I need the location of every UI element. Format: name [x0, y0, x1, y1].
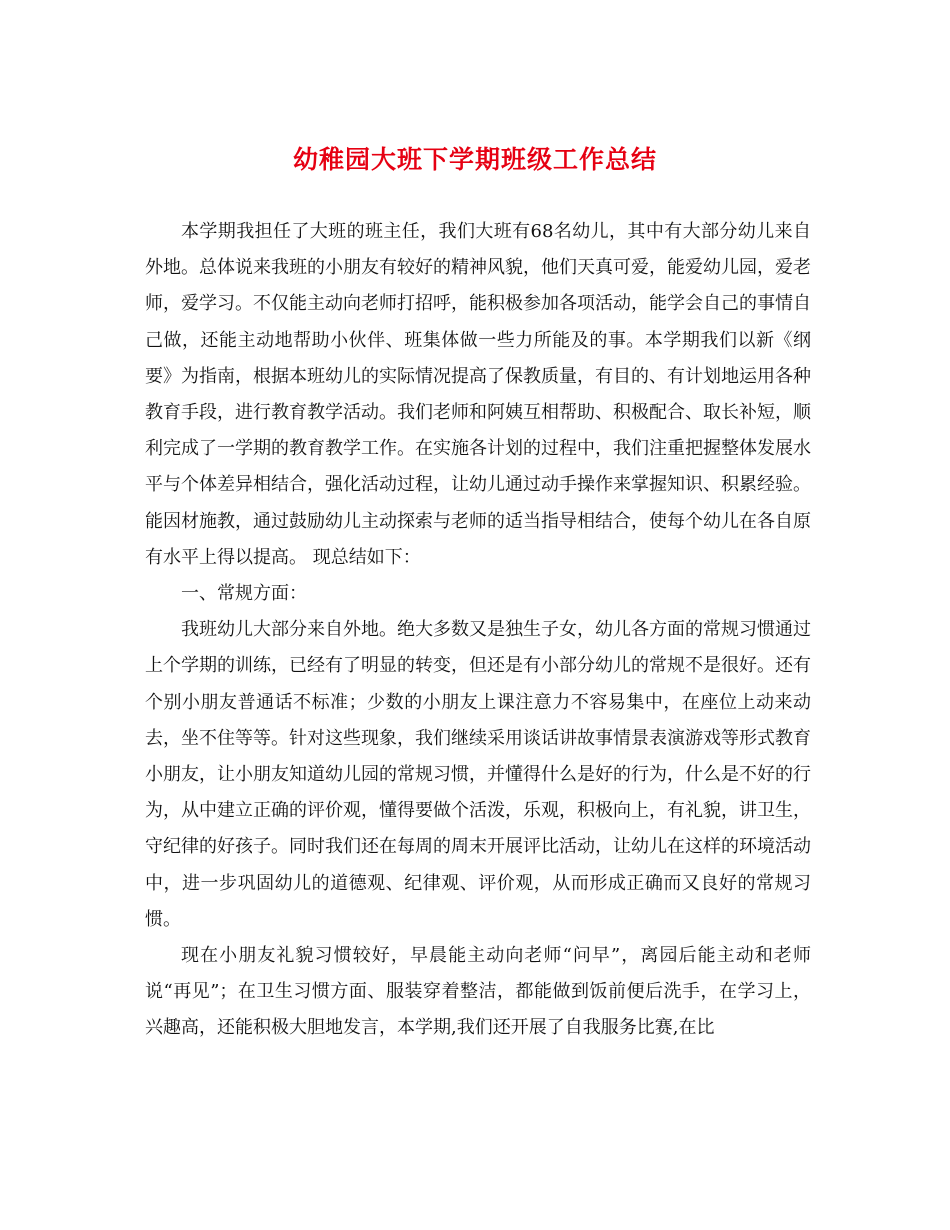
paragraph-intro: 本学期我担任了大班的班主任，我们大班有68名幼儿，其中有大部分幼儿来自外地。总体说来我班的小朋友有较好的精神风貌，他们天真可爱，能爱幼儿园，爱老师，爱学习。不仅能主动向老师打招呼，能积极参加各项活动，能学会自己的事情自己做，还能主动地帮助小伙伴、班集体做一些力所能及的事。本学期我们以新《纲要》为指南，根据本班幼儿的实际情况提高了保教质量，有目的、有计划地运用各种教育手段，进行教育教学活动。我们老师和阿姨互相帮助、积极配合、取长补短，顺利完成了一学期的教育教学工作。在实施各计划的过程中，我们注重把握整体发展水平与个体差异相结合，强化活动过程，让幼儿通过动手操作来掌握知识、积累经验。能因材施教，通过鼓励幼儿主动探索与老师的适当指导相结合，使每个幼儿在各自原有水平上得以提高。 现总结如下：	[145, 221, 811, 568]
paragraph-routine: 我班幼儿大部分来自外地。绝大多数又是独生子女，幼儿各方面的常规习惯通过上个学期的训练，已经有了明显的转变，但还是有小部分幼儿的常规不是很好。还有个别小朋友普通话不标准；少数的小朋友上课注意力不容易集中，在座位上动来动去，坐不住等等。针对这些现象，我们继续采用谈话讲故事情景表演游戏等形式教育小朋友，让小朋友知道幼儿园的常规习惯，并懂得什么是好的行为，什么是不好的行为，从中建立正确的评价观，懂得要做个活泼，乐观，积极向上，有礼貌，讲卫生，守纪律的好孩子。同时我们还在每周的周末开展评比活动，让幼儿在这样的环境活动中，进一步巩固幼儿的道德观、纪律观、评价观，从而形成正确而又良好的常规习惯。	[145, 619, 811, 930]
section-heading-routine: 一、常规方面：	[181, 583, 307, 605]
paragraph-manners: 现在小朋友礼貌习惯较好，早晨能主动向老师“问早”，离园后能主动和老师说“再见”；在卫生习惯方面、服装穿着整洁，都能做到饭前便后洗手，在学习上，兴趣高，还能积极大胆地发言，本学期,我们还开展了自我服务比赛,在比	[145, 945, 811, 1039]
document-title: 幼稚园大班下学期班级工作总结	[292, 145, 657, 174]
document-body	[145, 214, 811, 1047]
